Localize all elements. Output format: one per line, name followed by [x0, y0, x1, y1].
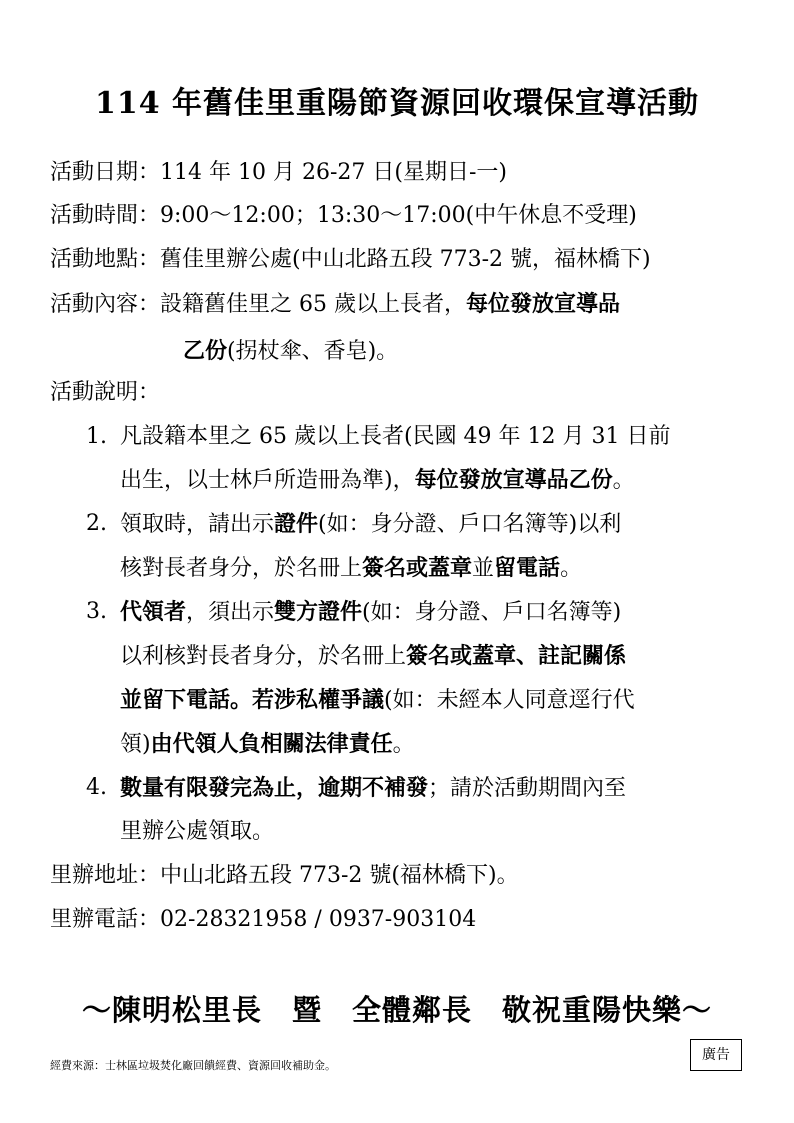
time-label: 活動時間：	[50, 203, 161, 228]
item-1-line-2c: 。	[612, 468, 635, 493]
item-3-line-1d: (如：身分證、戶口名簿等)	[362, 600, 622, 625]
info-content-continued	[183, 336, 398, 367]
closing-greeting: ～陳明松里長 暨 全體鄰長 敬祝重陽快樂～	[81, 993, 712, 1027]
item-3-line-4c: 。	[392, 732, 415, 757]
item-3-line-1c: 雙方證件	[274, 599, 363, 625]
content-value-c: 乙份	[183, 338, 228, 364]
item-2-line-2a: 核對長者身分，於名冊上	[120, 556, 363, 581]
item-1-number: 1.	[86, 424, 107, 449]
item-2-line-1	[120, 509, 621, 540]
item-1-line-2a: 出生，以士林戶所造冊為準)，	[120, 468, 415, 493]
item-4-line-2: 里辦公處領取。	[120, 819, 275, 844]
place-label: 活動地點：	[50, 247, 161, 272]
item-2-line-1c: (如：身分證、戶口名簿等)以利	[318, 512, 622, 537]
item-4-line-1	[120, 773, 626, 804]
address-value: 中山北路五段 773-2 號(福林橋下)。	[160, 863, 519, 888]
content-value-a: 設籍舊佳里之 65 歲以上長者，	[160, 292, 466, 317]
item-1-line-1: 凡設籍本里之 65 歲以上長者(民國 49 年 12 月 31 日前	[120, 424, 671, 449]
item-2-line-2e: 。	[560, 556, 583, 581]
item-2-line-2c: 並	[472, 556, 495, 581]
item-3-line-1a: 代領者	[120, 599, 187, 625]
item-3-line-4	[120, 729, 415, 760]
item-4-number: 4.	[86, 775, 107, 800]
info-place-row	[50, 245, 651, 275]
item-2-line-1a: 領取時，請出示	[120, 512, 275, 537]
info-time-row	[50, 201, 637, 231]
item-2-line-2d: 留電話	[494, 555, 561, 581]
date-value: 114 年 10 月 26-27 日(星期日-一)	[160, 160, 507, 185]
item-4-line-1b: ；請於活動期間內至	[428, 776, 627, 801]
item-1-line-2	[120, 465, 635, 496]
address-label: 里辦地址：	[50, 863, 161, 888]
item-3-line-2a: 以利核對長者身分，於名冊上	[120, 644, 407, 669]
info-date-row	[50, 158, 507, 188]
item-1-line-2b: 每位發放宣導品乙份	[414, 467, 613, 493]
item-4-line-1a: 數量有限發完為止，逾期不補發	[120, 775, 429, 801]
place-value: 舊佳里辦公處(中山北路五段 773-2 號，福林橋下)	[160, 247, 651, 272]
ad-label-box: 廣告	[690, 1039, 742, 1071]
description-label: 活動說明：	[50, 380, 161, 405]
item-2-number: 2.	[86, 511, 107, 536]
item-3-line-3a: 並留下電話。若涉私權爭議	[120, 687, 385, 713]
item-3-line-2	[120, 641, 626, 672]
phone-value: 02-28321958 / 0937-903104	[160, 907, 477, 932]
info-content-row	[50, 289, 620, 320]
page-title: 114 年舊佳里重陽節資源回收環保宣導活動	[94, 86, 700, 121]
content-value-b: 每位發放宣導品	[466, 291, 621, 317]
item-3-line-1	[120, 597, 621, 628]
item-3-line-4b: 由代領人負相關法律責任	[150, 731, 393, 757]
date-label: 活動日期：	[50, 160, 161, 185]
item-3-line-1b: ，須出示	[186, 600, 275, 625]
item-3-line-3b: (如：未經本人同意逕行代	[384, 688, 635, 713]
item-3-line-4a: 領)	[120, 732, 151, 757]
office-address-row	[50, 861, 519, 891]
content-value-d: (拐杖傘、香皂)。	[227, 339, 399, 364]
content-label: 活動內容：	[50, 292, 161, 317]
item-2-line-1b: 證件	[274, 511, 319, 537]
item-3-line-3	[120, 685, 635, 716]
item-2-line-2b: 簽名或蓋章	[362, 555, 473, 581]
time-value: 9:00～12:00；13:30～17:00(中午休息不受理)	[160, 203, 637, 228]
phone-label: 里辦電話：	[50, 907, 161, 932]
item-3-number: 3.	[86, 599, 107, 624]
funding-footnote: 經費來源：士林區垃圾焚化廠回饋經費、資源回收補助金。	[50, 1059, 336, 1072]
item-2-line-2	[120, 553, 582, 584]
office-phone-row	[50, 905, 476, 935]
item-3-line-2b: 簽名或蓋章、註記關係	[406, 643, 627, 669]
